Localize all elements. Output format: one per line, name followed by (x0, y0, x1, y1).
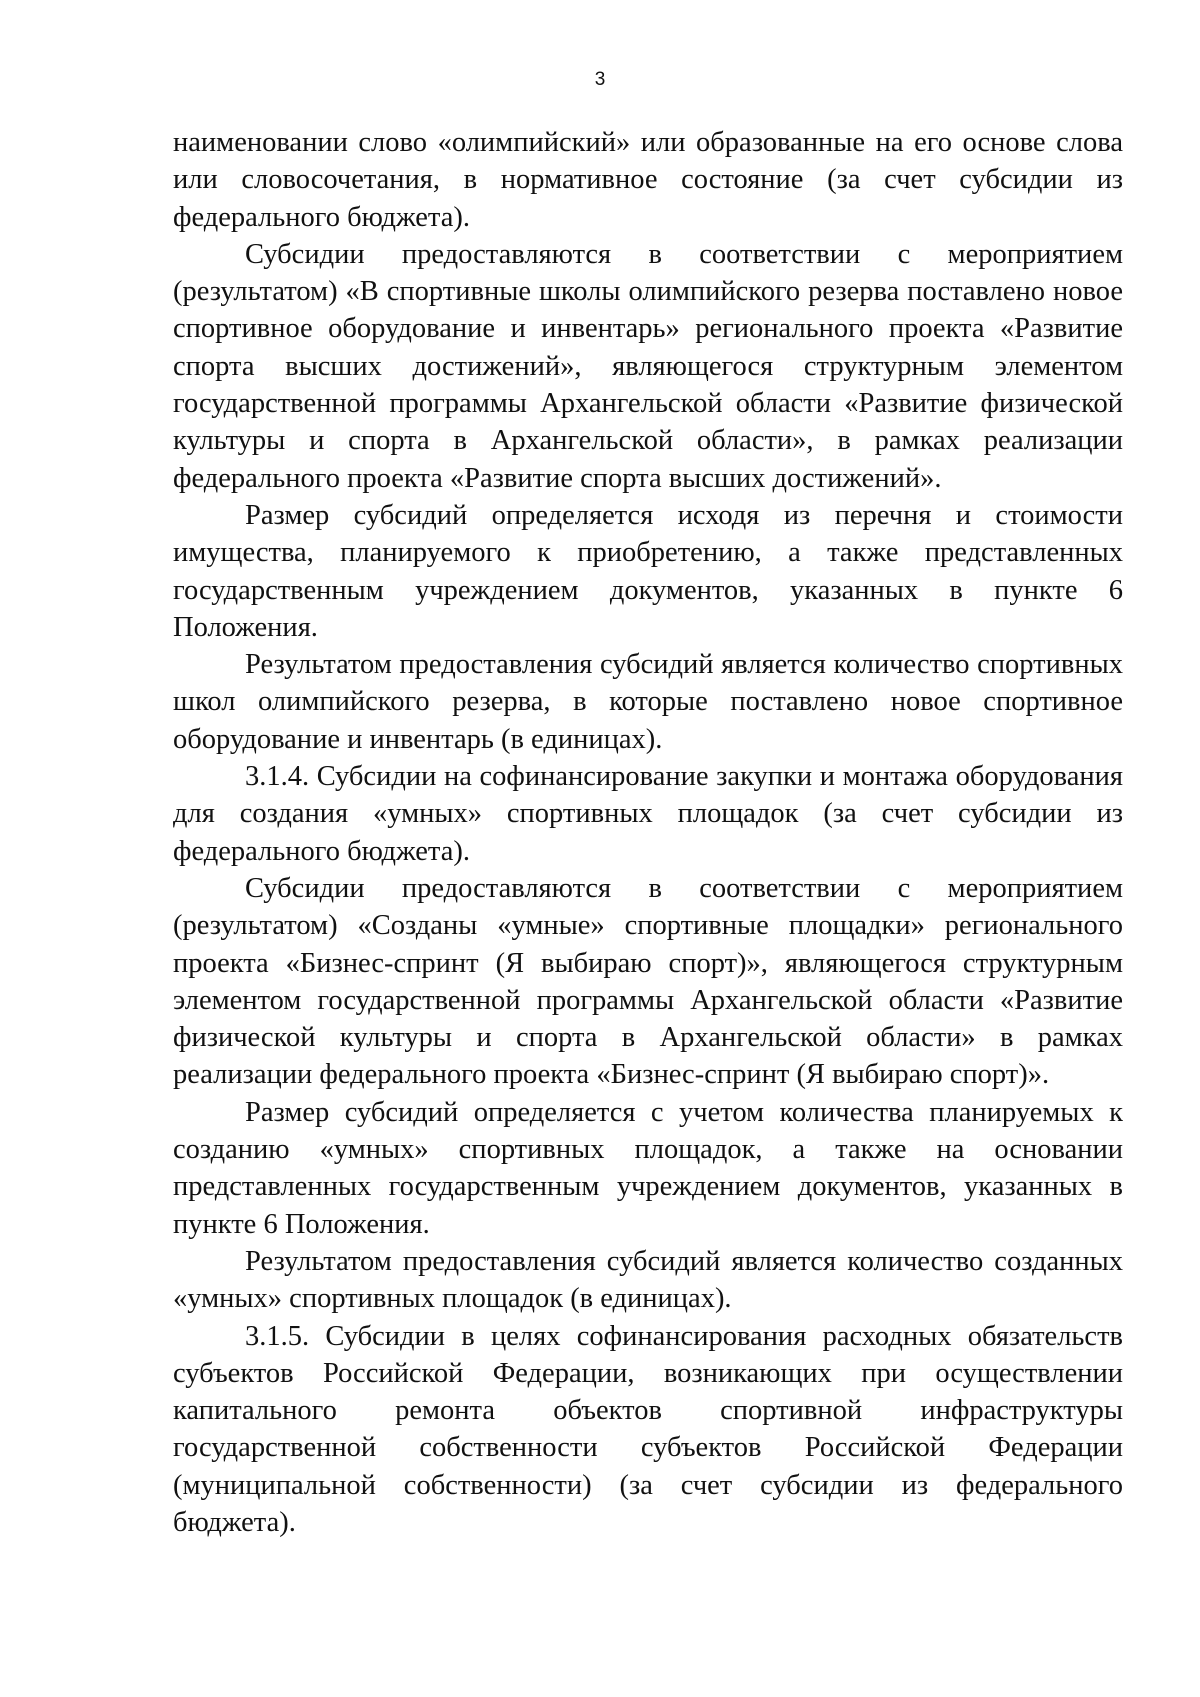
paragraph-subsidies-olympic-reserve: Субсидии предоставляются в соответствии с мероприятием (результатом) «В спортивные школы олимпийского резерва поставлено новое спортивное оборудование и инвентарь» регионального проекта «Развитие спорта высших достижений», являющегося структурным элементом государственной программы Архангельской области «Развитие физической культуры и спорта в Архангельской области», в рамках реализации федерального проекта «Развитие спорта высших достижений». (173, 238, 1123, 494)
page-number: 3 (594, 69, 606, 90)
paragraph-continuation: наименовании слово «олимпийский» или образованные на его основе слова или словосочетания, в нормативное состояние (за счет субсидии из федерального бюджета). (173, 127, 1123, 233)
paragraph-smart-grounds-subsidies: Субсидии предоставляются в соответствии с мероприятием (результатом) «Созданы «умные» спортивные площадки» регионального проекта «Бизнес-спринт (Я выбираю спорт)», являющегося структурным элементом государственной программы Архангельской области «Развитие физической культуры и спорта в Архангельской области» в рамках реализации федерального проекта «Бизнес-спринт (Я выбираю спорт)». (173, 872, 1123, 1091)
paragraph-smart-grounds-result: Результатом предоставления субсидий является количество созданных «умных» спортивных площадок (в единицах). (173, 1245, 1123, 1315)
paragraph-section-3-1-4: 3.1.4. Субсидии на софинансирование закупки и монтажа оборудования для создания «умных» спортивных площадок (за счет субсидии из федерального бюджета). (173, 761, 1123, 867)
paragraph-section-3-1-5: 3.1.5. Субсидии в целях софинансирования расходных обязательств субъектов Российской Федерации, возникающих при осуществлении капитального ремонта объектов спортивной инфраструктуры государственной собственности субъектов Российской Федерации (муниципальной собственности) (за счет субсидии из федерального бюджета). (173, 1320, 1123, 1538)
paragraph-subsidy-result: Результатом предоставления субсидий является количество спортивных школ олимпийского резерва, в которые поставлено новое спортивное оборудование и инвентарь (в единицах). (173, 649, 1123, 755)
paragraph-smart-grounds-size: Размер субсидий определяется с учетом количества планируемых к созданию «умных» спортивных площадок, а также на основании представленных государственным учреждением документов, указанных в пункте 6 Положения. (173, 1096, 1123, 1240)
document-body (173, 124, 1123, 1541)
paragraph-subsidy-size: Размер субсидий определяется исходя из перечня и стоимости имущества, планируемого к приобретению, а также представленных государственным учреждением документов, указанных в пункте 6 Положения. (173, 499, 1123, 643)
